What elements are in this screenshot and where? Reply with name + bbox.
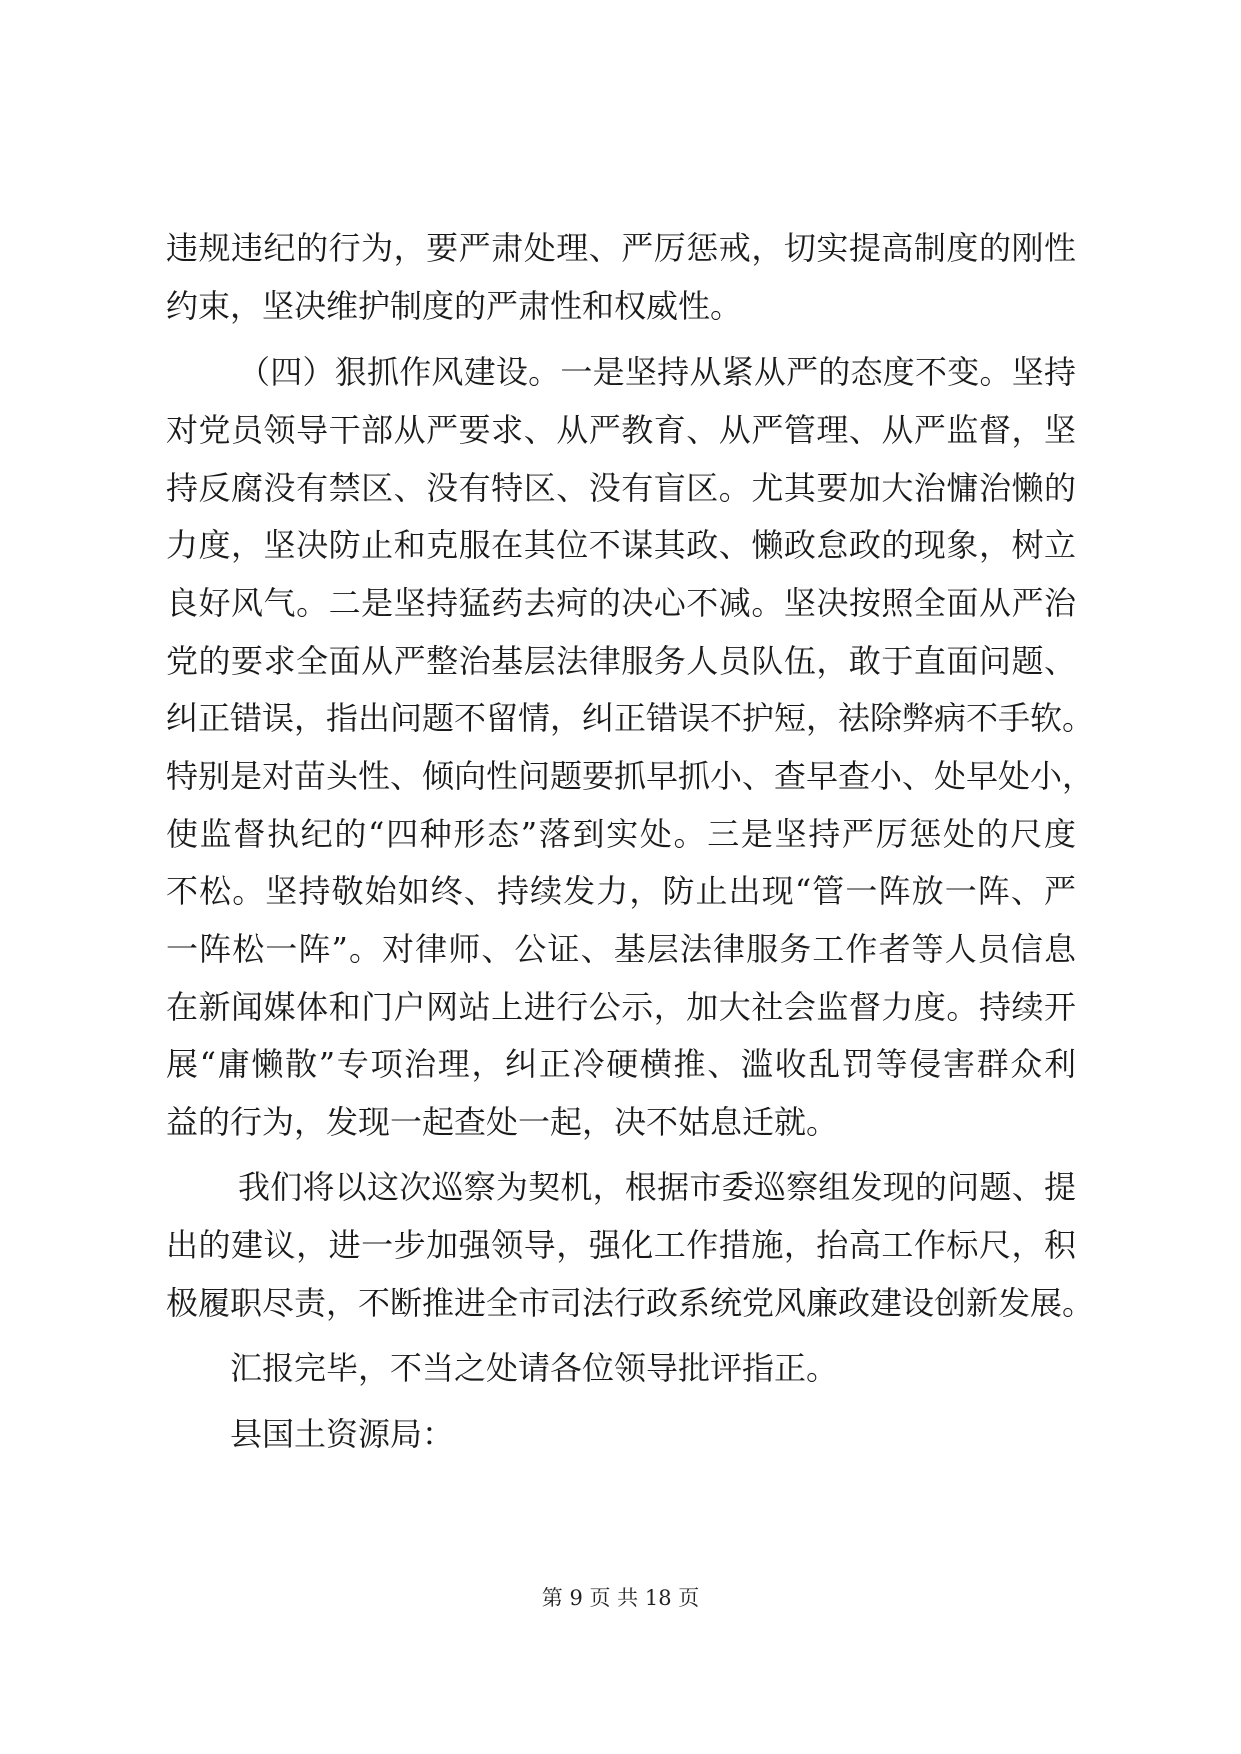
text-line: 展“庸懒散”专项治理，纠正冷硬横推、滥收乱罚等侵害群众利 xyxy=(166,1045,1076,1083)
text-line: 出的建议，进一步加强领导，强化工作措施，抬高工作标尺，积 xyxy=(166,1226,1076,1264)
page-number-footer: 第 9 页 共 18 页 xyxy=(541,1586,700,1610)
text-line: 不松。坚持敬始如终、持续发力，防止出现“管一阵放一阵、严 xyxy=(166,872,1076,910)
text-line: 我们将以这次巡察为契机，根据市委巡察组发现的问题、提 xyxy=(238,1168,1076,1206)
text-line: 使监督执纪的“四种形态”落到实处。三是坚持严厉惩处的尺度 xyxy=(166,815,1076,853)
text-line: 特别是对苗头性、倾向性问题要抓早抓小、查早查小、处早处小， xyxy=(166,757,1095,795)
text-line: 良好风气。二是坚持猛药去疴的决心不减。坚决按照全面从严治 xyxy=(166,584,1076,622)
text-line: 力度，坚决防止和克服在其位不谋其政、懒政怠政的现象，树立 xyxy=(166,526,1076,564)
text-line: 益的行为，发现一起查处一起，决不姑息迁就。 xyxy=(166,1103,839,1141)
text-line: 一阵松一阵”。对律师、公证、基层法律服务工作者等人员信息 xyxy=(166,930,1076,968)
text-line: 违规违纪的行为，要严肃处理、严厉惩戒，切实提高制度的刚性 xyxy=(166,229,1076,267)
text-line: 县国土资源局： xyxy=(230,1415,455,1453)
text-line: 党的要求全面从严整治基层法律服务人员队伍，敢于直面问题、 xyxy=(166,642,1076,680)
text-line: （四）狠抓作风建设。一是坚持从紧从严的态度不变。坚持 xyxy=(238,353,1076,391)
text-line: 纠正错误，指出问题不留情，纠正错误不护短，祛除弊病不手软。 xyxy=(166,699,1095,737)
text-line: 约束，坚决维护制度的严肃性和权威性。 xyxy=(166,287,743,325)
text-line: 持反腐没有禁区、没有特区、没有盲区。尤其要加大治慵治懒的 xyxy=(166,469,1076,507)
text-line: 极履职尽责，不断推进全市司法行政系统党风廉政建设创新发展。 xyxy=(166,1284,1095,1322)
text-line: 对党员领导干部从严要求、从严教育、从严管理、从严监督，坚 xyxy=(166,411,1076,449)
text-line: 在新闻媒体和门户网站上进行公示，加大社会监督力度。持续开 xyxy=(166,988,1076,1026)
text-line: 汇报完毕，不当之处请各位领导批评指正。 xyxy=(230,1349,839,1387)
